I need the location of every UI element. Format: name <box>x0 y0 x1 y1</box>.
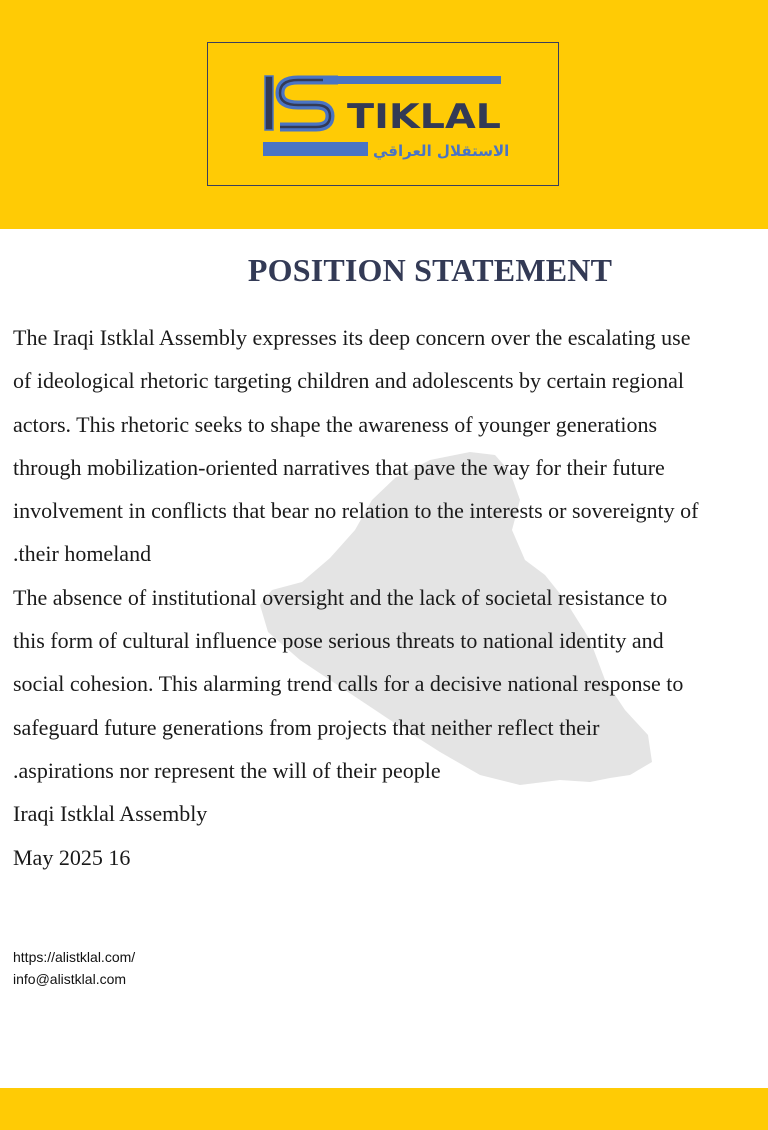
body-line: through mobilization-oriented narratives that pave the way for their future <box>13 454 665 480</box>
contact-block <box>13 946 135 990</box>
body-line: involvement in conflicts that bear no relation to the interests or sovereignty of <box>13 498 699 524</box>
body-line: The absence of institutional oversight and the lack of societal resistance to <box>13 584 668 610</box>
footer-band <box>0 1088 768 1130</box>
signature-line: Iraqi Istklal Assembly <box>13 801 208 827</box>
website-link[interactable]: https://alistklal.com/ <box>13 949 136 965</box>
body-line: of ideological rhetoric targeting children and adolescents by certain regional <box>13 368 684 394</box>
body-line: actors. This rhetoric seeks to shape the awareness of younger generations <box>13 411 658 437</box>
date-line: May 2025 16 <box>13 844 131 870</box>
statement-body <box>13 316 763 879</box>
page-title: POSITION STATEMENT <box>247 252 613 288</box>
email-link[interactable]: info@alistklal.com <box>13 971 127 987</box>
body-line: The Iraqi Istklal Assembly expresses its deep concern over the escalating use <box>13 325 691 350</box>
body-line: social cohesion. This alarming trend calls for a decisive national response to <box>13 671 684 697</box>
body-line: .their homeland <box>13 541 152 567</box>
body-line: safeguard future generations from projects that neither reflect their <box>13 714 600 740</box>
logo-wordmark: TIKLAL <box>347 97 501 137</box>
logo-arabic-text: الاستقلال العراقي <box>373 142 510 160</box>
body-line: .aspirations nor represent the will of their people <box>13 757 441 783</box>
body-line: this form of cultural influence pose serious threats to national identity and <box>13 628 664 654</box>
